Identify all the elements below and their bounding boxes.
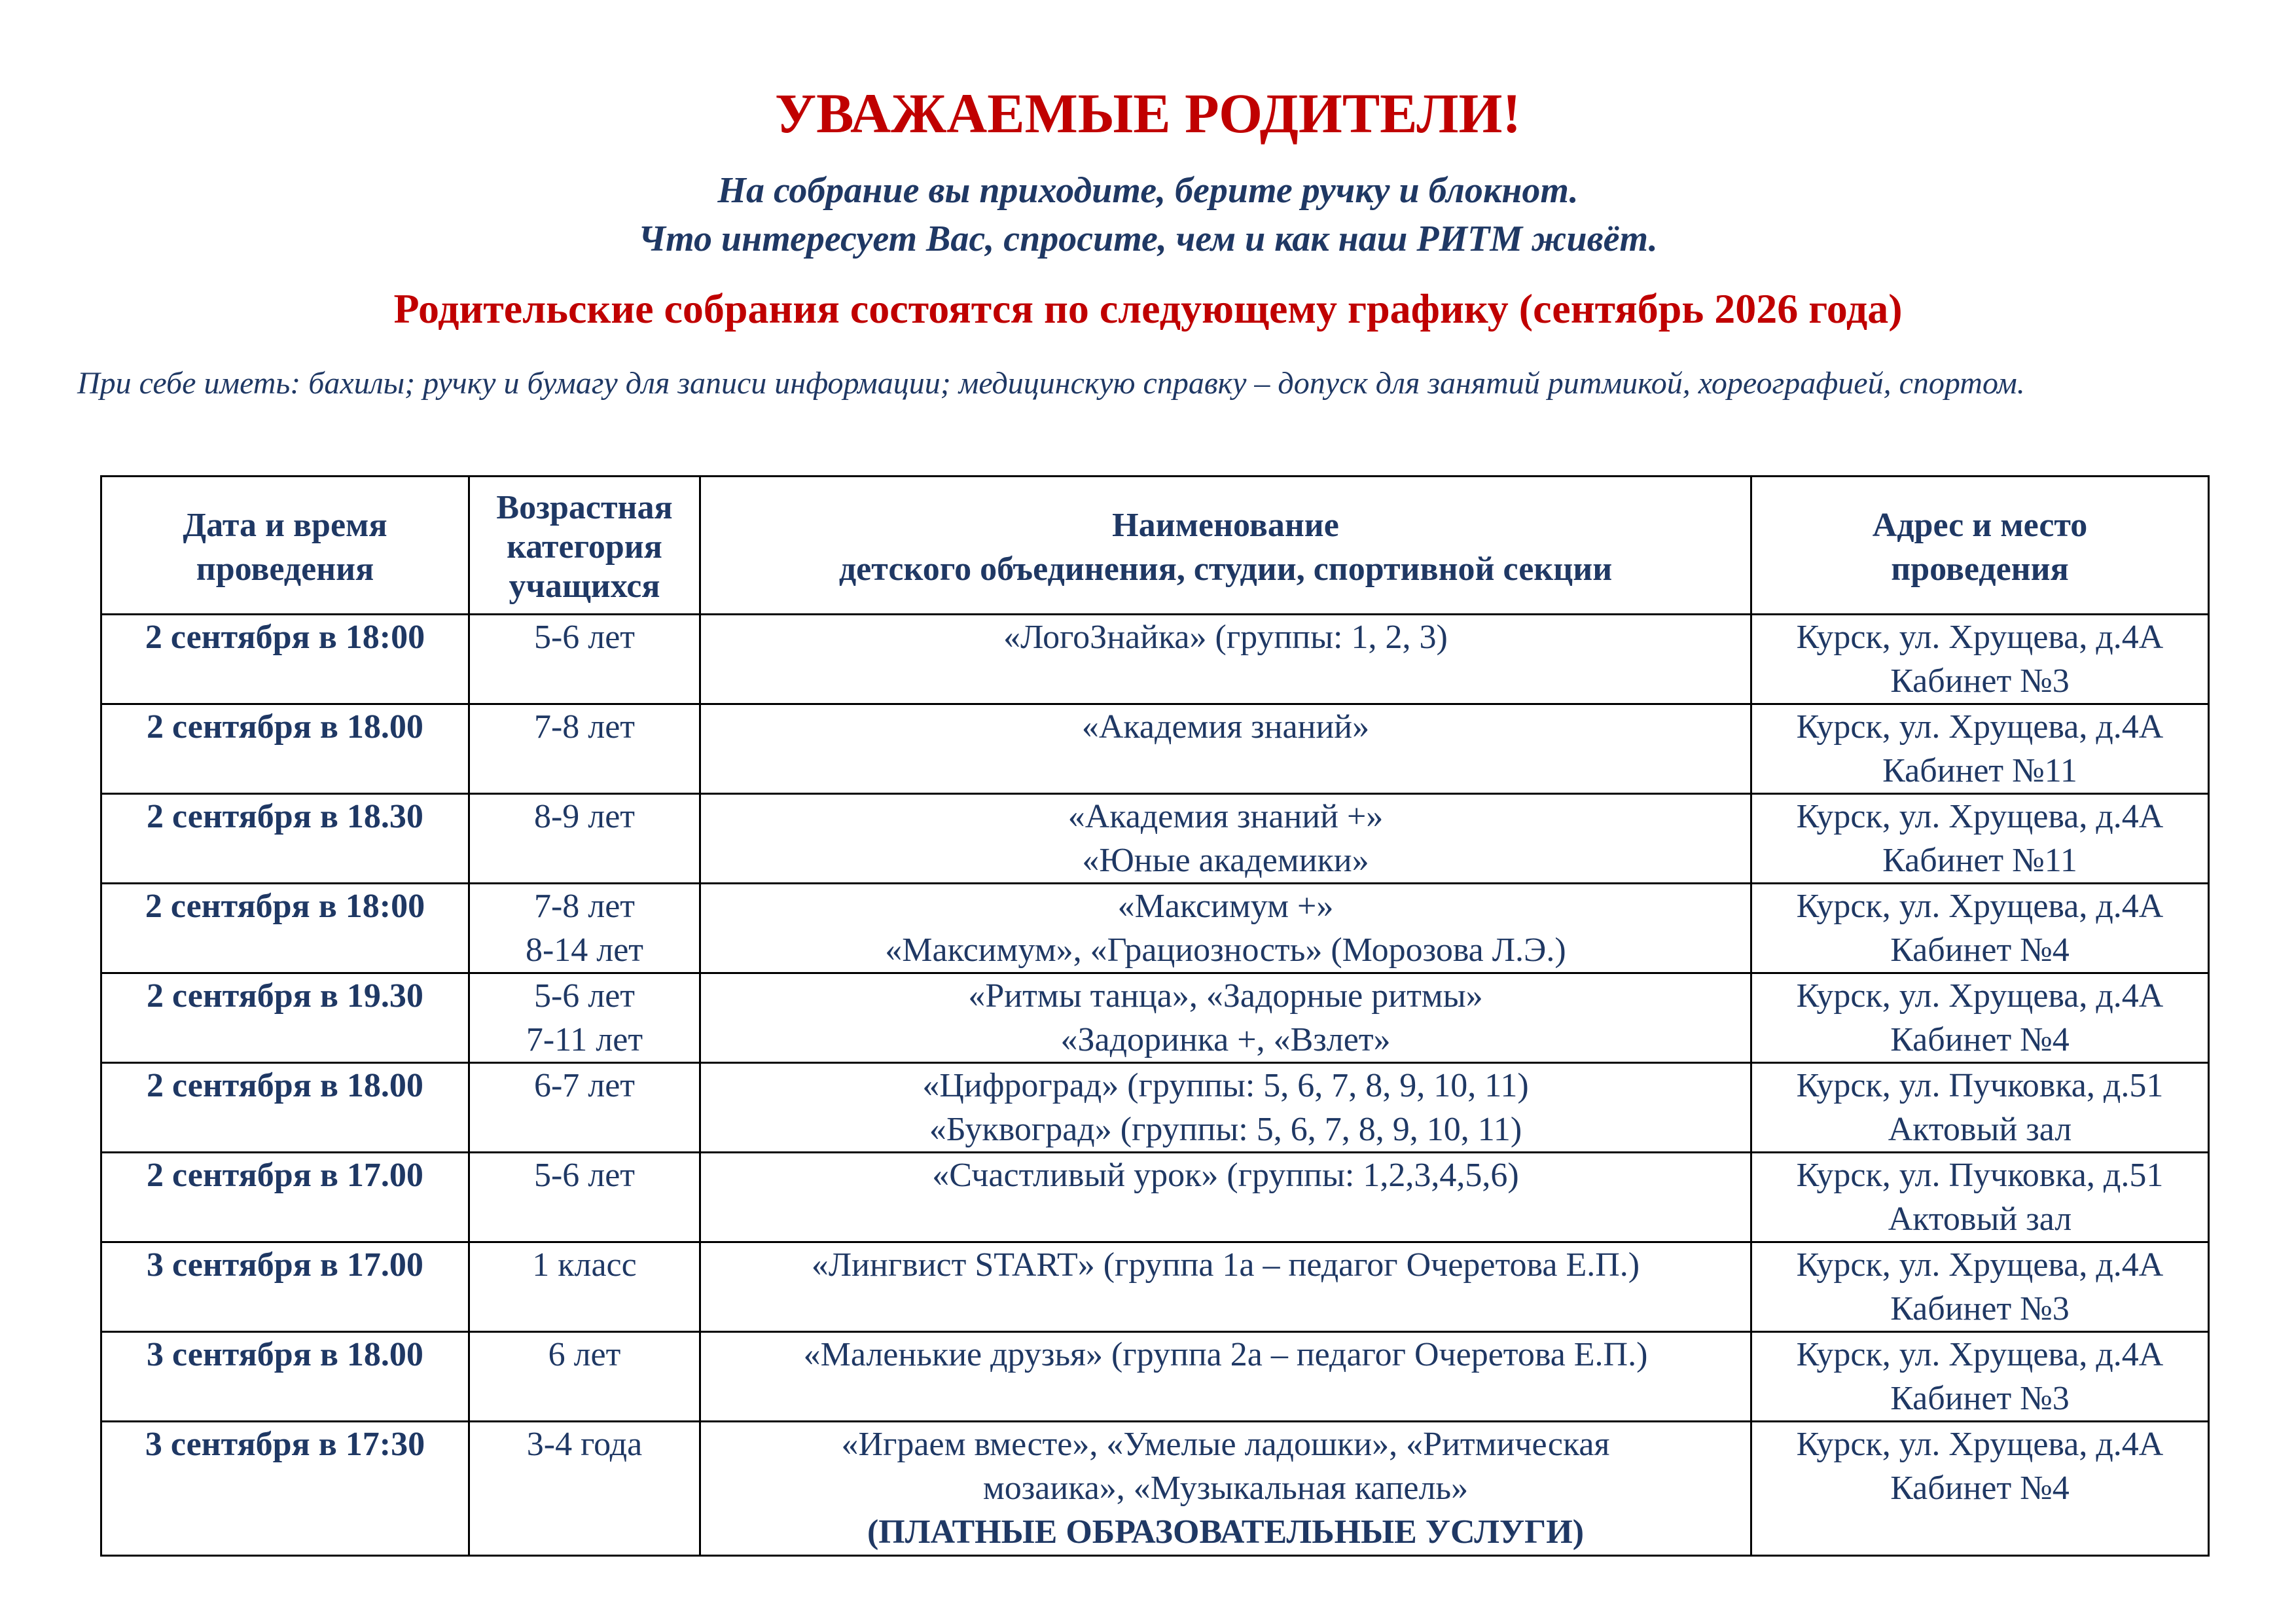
- cell-age: [469, 1063, 700, 1153]
- date-text: 2 сентября в 18.00: [147, 708, 423, 746]
- cell-address: [1751, 1063, 2209, 1153]
- header-date-line: Дата и время: [183, 507, 387, 544]
- age-text: 3-4 года: [526, 1426, 643, 1463]
- age-text: 8-9 лет: [533, 798, 636, 835]
- cell-date: [101, 1153, 469, 1242]
- age-text: 8-14 лет: [525, 931, 644, 969]
- date-text: 2 сентября в 18.30: [147, 798, 423, 835]
- table-row: [101, 1063, 2209, 1153]
- name-text: «ЛогоЗнайка» (группы: 1, 2, 3): [1003, 619, 1448, 656]
- age-text: 5-6 лет: [533, 619, 636, 656]
- table-row: [101, 1242, 2209, 1332]
- header-name-line: детского объединения, студии, спортивной секции: [838, 550, 1613, 588]
- cell-date: [101, 973, 469, 1063]
- room-text: Кабинет №4: [1890, 931, 2070, 969]
- address-text: Курск, ул. Хрущева, д.4А: [1796, 1426, 2164, 1463]
- cell-address: [1751, 973, 2209, 1063]
- room-text: Кабинет №3: [1890, 662, 2070, 700]
- address-text: Курск, ул. Хрущева, д.4А: [1796, 1336, 2164, 1373]
- header-age-line: Возрастная: [496, 489, 673, 526]
- age-text: 7-8 лет: [533, 888, 636, 925]
- address-text: Курск, ул. Пучковка, д.51: [1796, 1157, 2164, 1194]
- cell-name: [700, 1242, 1751, 1332]
- cell-address: [1751, 1153, 2209, 1242]
- cell-name: [700, 1153, 1751, 1242]
- age-text: 7-8 лет: [533, 708, 636, 746]
- cell-address: [1751, 1242, 2209, 1332]
- cell-name: [700, 794, 1751, 884]
- cell-name: [700, 1422, 1751, 1556]
- paid-services-note: (ПЛАТНЫЕ ОБРАЗОВАТЕЛЬНЫЕ УСЛУГИ): [867, 1513, 1585, 1551]
- header-date-line: проведения: [196, 550, 374, 588]
- room-text: Кабинет №4: [1890, 1470, 2070, 1507]
- cell-age: [469, 1422, 700, 1556]
- cell-age: [469, 794, 700, 884]
- room-text: Кабинет №3: [1890, 1290, 2070, 1327]
- header-address-line: Адрес и место: [1872, 507, 2088, 544]
- cell-date: [101, 1332, 469, 1422]
- name-text: «Лингвист START» (группа 1а – педагог Очеретова Е.П.): [811, 1246, 1640, 1284]
- cell-date: [101, 1242, 469, 1332]
- address-text: Курск, ул. Пучковка, д.51: [1796, 1067, 2164, 1104]
- cell-age: [469, 615, 700, 704]
- page-title: УВАЖАЕМЫЕ РОДИТЕЛИ!: [774, 82, 1522, 145]
- cell-age: [469, 704, 700, 794]
- cell-address: [1751, 1332, 2209, 1422]
- name-text: «Буквоград» (группы: 5, 6, 7, 8, 9, 10, 11): [929, 1111, 1522, 1148]
- date-text: 3 сентября в 17:30: [145, 1426, 425, 1463]
- age-text: 1 класс: [532, 1246, 637, 1284]
- cell-age: [469, 1332, 700, 1422]
- date-text: 2 сентября в 18.00: [147, 1067, 423, 1104]
- header-address-line: проведения: [1891, 550, 2069, 588]
- name-text: «Академия знаний +»: [1067, 798, 1384, 835]
- cell-name: [700, 1063, 1751, 1153]
- table-row: [101, 1332, 2209, 1422]
- table-row: [101, 1422, 2209, 1556]
- cell-name: [700, 884, 1751, 973]
- header-date: [101, 477, 469, 615]
- verse-line-2: Что интересует Вас, спросите, чем и как наш РИТМ живёт.: [638, 219, 1658, 259]
- header-age: [469, 477, 700, 615]
- room-text: Кабинет №11: [1882, 752, 2077, 789]
- name-text: «Максимум», «Грациозность» (Морозова Л.Э.): [885, 931, 1566, 969]
- address-text: Курск, ул. Хрущева, д.4А: [1796, 619, 2164, 656]
- table-row: [101, 794, 2209, 884]
- cell-address: [1751, 794, 2209, 884]
- cell-date: [101, 704, 469, 794]
- age-text: 5-6 лет: [533, 1157, 636, 1194]
- address-text: Курск, ул. Хрущева, д.4А: [1796, 977, 2164, 1015]
- date-text: 3 сентября в 18.00: [147, 1336, 423, 1373]
- cell-age: [469, 1242, 700, 1332]
- room-text: Кабинет №4: [1890, 1021, 2070, 1058]
- cell-name: [700, 615, 1751, 704]
- header-age-line: учащихся: [509, 568, 660, 605]
- name-text: «Маленькие друзья» (группа 2а – педагог Очеретова Е.П.): [803, 1336, 1648, 1373]
- age-text: 7-11 лет: [526, 1021, 643, 1058]
- cell-address: [1751, 704, 2209, 794]
- table-header-row: [101, 477, 2209, 615]
- cell-address: [1751, 615, 2209, 704]
- date-text: 2 сентября в 18:00: [145, 888, 425, 925]
- cell-date: [101, 794, 469, 884]
- cell-date: [101, 1063, 469, 1153]
- address-text: Курск, ул. Хрущева, д.4А: [1796, 708, 2164, 746]
- age-text: 6 лет: [548, 1336, 621, 1373]
- table-row: [101, 884, 2209, 973]
- age-text: 5-6 лет: [533, 977, 636, 1015]
- header-name: [700, 477, 1751, 615]
- cell-name: [700, 1332, 1751, 1422]
- cell-age: [469, 884, 700, 973]
- room-text: Кабинет №3: [1890, 1380, 2070, 1417]
- name-text: «Ритмы танца», «Задорные ритмы»: [968, 977, 1483, 1015]
- date-text: 2 сентября в 19.30: [147, 977, 423, 1015]
- header-address: [1751, 477, 2209, 615]
- table-row: [101, 704, 2209, 794]
- cell-address: [1751, 1422, 2209, 1556]
- cell-name: [700, 704, 1751, 794]
- cell-date: [101, 884, 469, 973]
- date-text: 3 сентября в 17.00: [147, 1246, 423, 1284]
- cell-age: [469, 973, 700, 1063]
- bring-note: При себе иметь: бахилы; ручку и бумагу для записи информации; медицинскую справку – допуск для занятий ритмикой, хореографией, спортом.: [77, 366, 2025, 401]
- age-text: 6-7 лет: [533, 1067, 636, 1104]
- schedule-table: [100, 475, 2210, 1557]
- name-text: «Задоринка +, «Взлет»: [1060, 1021, 1391, 1058]
- address-text: Курск, ул. Хрущева, д.4А: [1796, 1246, 2164, 1284]
- cell-name: [700, 973, 1751, 1063]
- cell-date: [101, 615, 469, 704]
- date-text: 2 сентября в 17.00: [147, 1157, 423, 1194]
- cell-address: [1751, 884, 2209, 973]
- name-text: «Академия знаний»: [1081, 708, 1370, 746]
- schedule-subtitle: Родительские собрания состоятся по следующему графику (сентябрь 2026 года): [393, 285, 1903, 332]
- address-text: Курск, ул. Хрущева, д.4А: [1796, 798, 2164, 835]
- room-text: Кабинет №11: [1882, 842, 2077, 879]
- table-row: [101, 1153, 2209, 1242]
- name-text: «Играем вместе», «Умелые ладошки», «Ритмическая: [841, 1426, 1610, 1463]
- table-row: [101, 615, 2209, 704]
- header-age-line: категория: [507, 528, 662, 566]
- room-text: Актовый зал: [1888, 1111, 2072, 1148]
- name-text: «Цифроград» (группы: 5, 6, 7, 8, 9, 10, 11): [922, 1067, 1529, 1104]
- date-text: 2 сентября в 18:00: [145, 619, 425, 656]
- name-text: мозаика», «Музыкальная капель»: [982, 1470, 1469, 1507]
- room-text: Актовый зал: [1888, 1200, 2072, 1238]
- verse-line-1: На собрание вы приходите, берите ручку и блокнот.: [717, 170, 1579, 211]
- cell-age: [469, 1153, 700, 1242]
- header-name-line: Наименование: [1112, 507, 1339, 544]
- address-text: Курск, ул. Хрущева, д.4А: [1796, 888, 2164, 925]
- name-text: «Юные академики»: [1082, 842, 1369, 879]
- cell-date: [101, 1422, 469, 1556]
- name-text: «Счастливый урок» (группы: 1,2,3,4,5,6): [932, 1157, 1519, 1194]
- table-row: [101, 973, 2209, 1063]
- name-text: «Максимум +»: [1117, 888, 1334, 925]
